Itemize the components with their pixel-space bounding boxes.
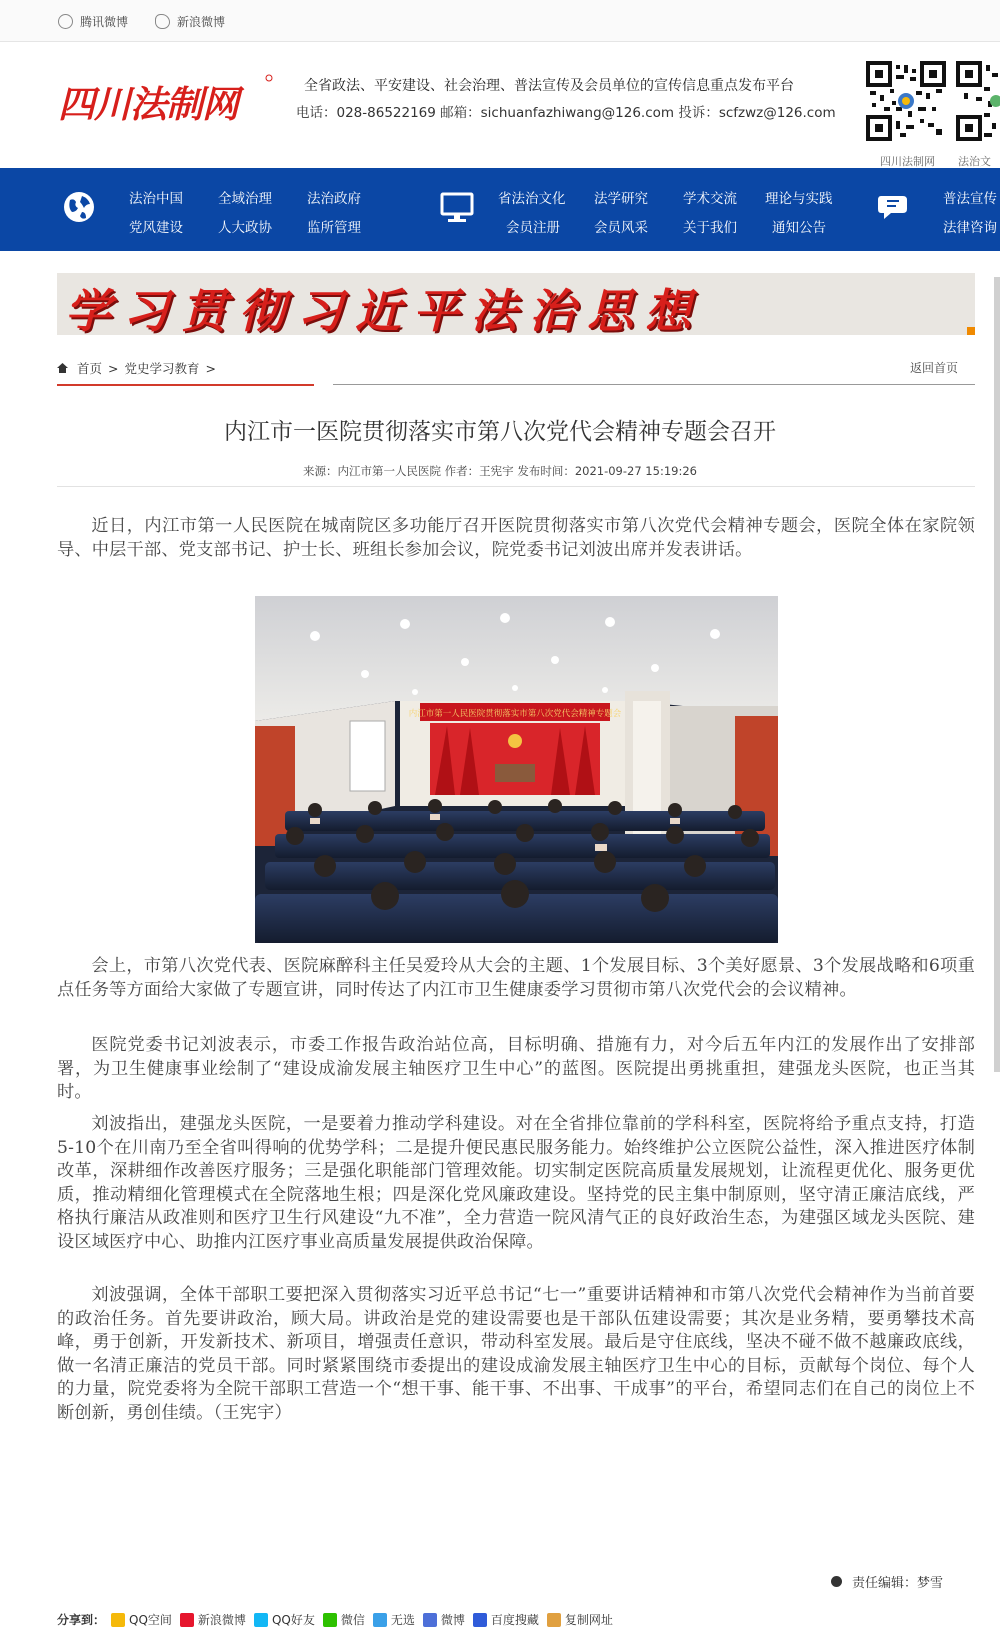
qr-label-1: 四川法制网 <box>880 155 935 168</box>
share-copy-url[interactable]: 复制网址 <box>547 1611 613 1628</box>
site-slogan: 全省政法、平安建设、社会治理、普法宣传及会员单位的宣传信息重点发布平台 <box>304 78 794 94</box>
nav-fazhi-zhongguo[interactable]: 法治中国 <box>129 191 183 207</box>
nav-pufa-xuanchuan[interactable]: 普法宣传 <box>943 191 997 207</box>
article-meta: 来源：内江市第一人民医院 作者：王宪宇 发布时间：2021-09-27 15:19:26 <box>303 464 697 478</box>
share-baidu[interactable]: 百度搜藏 <box>473 1611 539 1628</box>
breadcrumb-divider <box>333 384 975 385</box>
theme-banner[interactable] <box>57 273 975 335</box>
weibo-icon <box>180 1613 194 1627</box>
banner-text: 学习贯彻习近平法治思想 <box>65 284 703 335</box>
logo-text: 四川法制网 <box>58 82 238 126</box>
copy-icon <box>547 1613 561 1627</box>
main-nav <box>0 168 1000 251</box>
back-home-link[interactable]: 返回首页 <box>910 361 959 375</box>
nav-fazhi-zhengfu[interactable]: 法治政府 <box>307 191 361 207</box>
share-label: 分享到： <box>57 1613 106 1627</box>
nav-faxue-yanjiu[interactable]: 法学研究 <box>594 191 648 207</box>
sina-weibo-icon <box>155 14 170 29</box>
article-photo <box>255 596 778 943</box>
nav-renda-zhengxie[interactable]: 人大政协 <box>218 220 272 236</box>
breadcrumb-home[interactable]: 首页 <box>77 361 103 376</box>
breadcrumb-separator: > <box>108 360 119 376</box>
nav-huiyuan-fengcai[interactable]: 会员风采 <box>594 220 648 236</box>
share-qzone[interactable]: QQ空间 <box>111 1611 172 1628</box>
globe-icon <box>62 190 96 224</box>
baidu-icon <box>473 1613 487 1627</box>
share-weibo-2[interactable]: 微博 <box>423 1611 465 1628</box>
site-logo[interactable] <box>58 70 273 130</box>
page-scrollbar[interactable] <box>994 277 1000 1072</box>
nav-guanyu-women[interactable]: 关于我们 <box>683 220 737 236</box>
qr-code-sichuan-fazhi <box>866 61 946 141</box>
share-bar <box>57 1611 621 1628</box>
tencent-weibo-link[interactable]: 腾讯微博 <box>58 13 128 30</box>
nav-quanyu-zhili[interactable]: 全域治理 <box>218 191 272 207</box>
article-paragraph-4: 刘波指出，建强龙头医院，一是要着力推动学科建设。对在全省排位靠前的学科科室，医院将给予重点支持，打造5-10个在川南乃至全省叫得响的优势学科；二是提升便民惠民服务能力。始终维护公立医院公益性，深入推进医疗体制改革，深耕细作改善医疗服务；三是强化职能部门管理效能。切实制定医院高质量发展规划，让流程更优化、服务更优质，推动精细化管理模式在全院落地生根；四是深化党风廉政建设。坚持党的民主集中制原则，坚守清正廉洁底线，严格执行廉洁从政准则和医疗卫生行风建设“九不准”，全力营造一院风清气正的良好政治生态，为建强区域龙头医院、建设区域医疗中心、助推内江医疗事业高质量发展提供政治保障。 <box>57 1114 975 1252</box>
nav-sheng-fazhi-wenhua[interactable]: 省法治文化 <box>498 191 566 207</box>
nav-tongzhi-gonggao[interactable]: 通知公告 <box>772 220 826 236</box>
article-paragraph-5: 刘波强调，全体干部职工要把深入贯彻落实习近平总书记“七一”重要讲话精神和市第八次党代会精神作为当前首要的政治任务。首先要讲政治，顾大局。讲政治是党的建设需要也是干部队伍建设需要；其次是业务精，要勇攀技术高峰，勇于创新，开发新技术、新项目，增强责任意识，带动科室发展。最后是守住底线，坚决不碰不做不越廉政底线，做一名清正廉洁的党员干部。同时紧紧围绕市委提出的建设成渝发展主轴医疗卫生中心的目标，贡献每个岗位、每个人的力量，院党委将为全院干部职工营造一个“想干事、能干事、不出事、干成事”的平台，希望同志们在自己的岗位上不断创新，勇创佳绩。（王宪宇） <box>57 1285 975 1423</box>
nav-xueshu-jiaoliu[interactable]: 学术交流 <box>683 191 737 207</box>
qq-icon <box>254 1613 268 1627</box>
tencent-weibo-share-icon <box>423 1613 437 1627</box>
breadcrumb <box>57 359 222 377</box>
qzone-icon <box>111 1613 125 1627</box>
share-wuxuan[interactable]: 无选 <box>373 1611 415 1628</box>
breadcrumb-underline <box>57 384 314 386</box>
photo-stage-banner: 内江市第一人民医院贯彻落实市第八次党代会精神专题会 <box>408 709 622 719</box>
nav-huiyuan-zhuce[interactable]: 会员注册 <box>506 220 560 236</box>
article-paragraph-1: 近日，内江市第一人民医院在城南院区多功能厅召开医院贯彻落实市第八次党代会精神专题会，医院全体在家院领导、中层干部、党支部书记、护士长、班组长参加会议，院党委书记刘波出席并发表讲话。 <box>57 516 975 560</box>
banner-accent <box>967 327 975 335</box>
qr-label-2: 法治文 <box>958 155 991 168</box>
wechat-icon <box>323 1613 337 1627</box>
responsible-editor: 责任编辑：梦雪 <box>831 1572 943 1591</box>
article-paragraph-2: 会上，市第八次党代表、医院麻醉科主任吴爱玲从大会的主题、1个发展目标、3个美好愿景、3个发展战略和6项重点任务等方面给大家做了专题宣讲，同时传达了内江市卫生健康委学习贯彻市第八次党代会的会议精神。 <box>57 956 975 1000</box>
sina-weibo-link[interactable]: 新浪微博 <box>155 13 225 30</box>
qr-code-fazhi-wenhua <box>956 61 1000 141</box>
chat-bubble-icon <box>877 192 911 222</box>
tencent-weibo-icon <box>58 14 73 29</box>
share-wechat[interactable]: 微信 <box>323 1611 365 1628</box>
nav-jiansuo-guanli[interactable]: 监所管理 <box>307 220 361 236</box>
contact-info: 电话：028-86522169 邮箱：sichuanfazhiwang@126.com 投诉：scfzwz@126.com <box>296 105 836 121</box>
monitor-icon <box>440 192 474 224</box>
share-sina-weibo[interactable]: 新浪微博 <box>180 1611 246 1628</box>
nav-dangfeng-jianshe[interactable]: 党风建设 <box>129 220 183 236</box>
meta-divider <box>57 486 975 487</box>
top-bar <box>0 0 1000 42</box>
nav-lilun-yu-shijian[interactable]: 理论与实践 <box>765 191 833 207</box>
breadcrumb-separator: > <box>205 360 216 376</box>
share-qq-friend[interactable]: QQ好友 <box>254 1611 315 1628</box>
home-icon <box>57 363 68 373</box>
nav-falv-zixun[interactable]: 法律咨询 <box>943 220 997 236</box>
article-paragraph-3: 医院党委书记刘波表示，市委工作报告政治站位高，目标明确、措施有力，对今后五年内江的发展作出了安排部署，为卫生健康事业绘制了“建设成渝发展主轴医疗卫生中心”的蓝图。医院提出勇挑重担，建强龙头医院，也正当其时。 <box>57 1035 975 1102</box>
arrow-circle-icon <box>831 1576 842 1587</box>
share-icon <box>373 1613 387 1627</box>
breadcrumb-section[interactable]: 党史学习教育 <box>124 361 200 376</box>
article-title: 内江市一医院贯彻落实市第八次党代会精神专题会召开 <box>224 419 776 445</box>
